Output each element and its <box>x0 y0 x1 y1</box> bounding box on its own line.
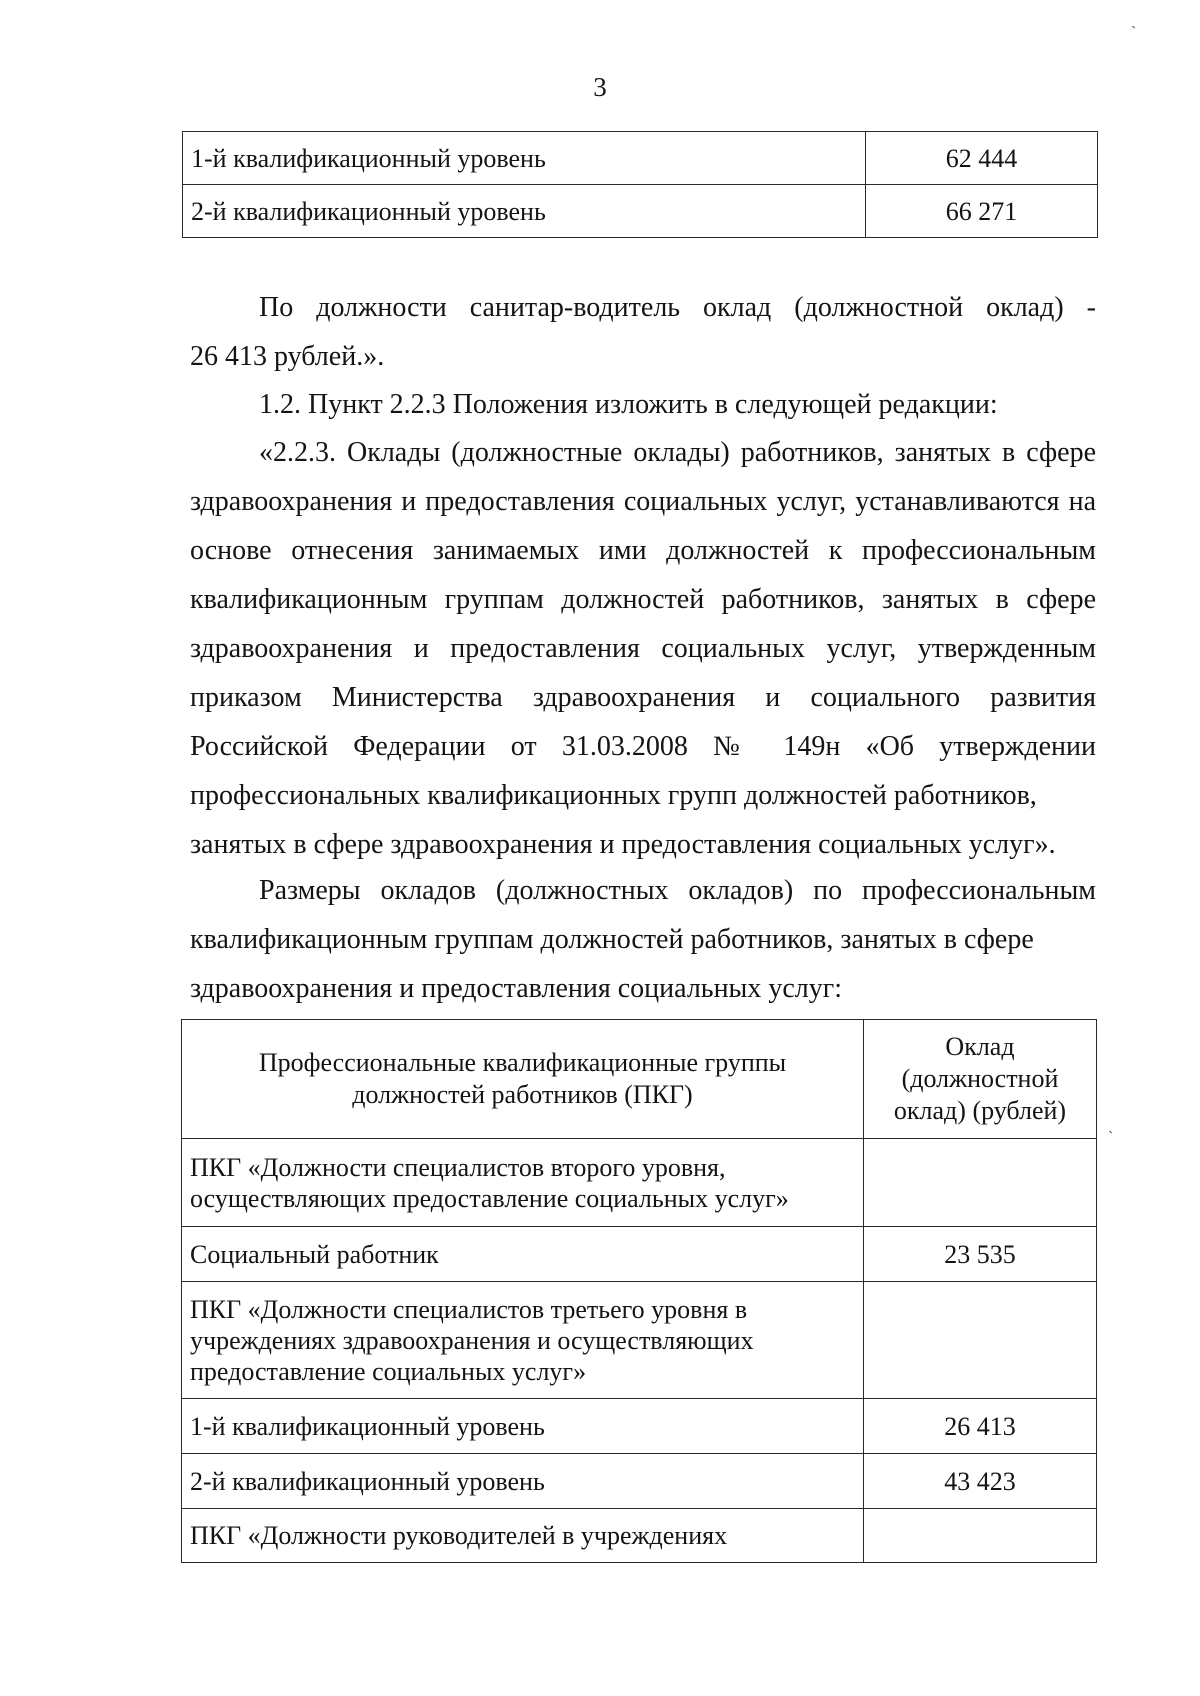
table-row <box>183 185 1098 238</box>
table-row <box>182 1399 1097 1454</box>
paragraph-salary-sizes: Размеры окладов (должностных окладов) по профессиональным квалификационным группам должностей работников, занятых в сфере <box>190 875 1096 955</box>
table-row <box>182 1227 1097 1282</box>
table-header-row <box>182 1020 1097 1139</box>
header-salary: Оклад (должностной оклад) (рублей) <box>864 1020 1097 1139</box>
header-group: Профессиональные квалификационные группы должностей работников (ПКГ) <box>182 1020 864 1139</box>
row-value <box>864 1282 1097 1399</box>
row-label: 2-й квалификационный уровень <box>183 185 866 238</box>
paragraph-2-2-3: «2.2.3. Оклады (должностные оклады) работников, занятых в сфере здравоохранения и предоставления социальных услуг, устанавливаются на основе отнесения занимаемых ими должностей к профессиональным квалификационным группам должностей работников, занятых в сфере здравоохранения и предоставления социальных услуг, утвержденным приказом Министерства здравоохранения и социального развития Российской Федерации от 31.03.2008 № 149н «Об утверждении профессиональных квалификационных групп должностей работников, <box>190 437 1096 811</box>
scan-mark: ˏ <box>1131 12 1137 29</box>
row-label: 1-й квалификационный уровень <box>183 132 866 185</box>
table-row <box>182 1454 1097 1509</box>
row-label: ПКГ «Должности специалистов второго уровня, осуществляющих предоставление социальных услуг» <box>182 1139 864 1227</box>
row-label: 1-й квалификационный уровень <box>182 1399 864 1454</box>
table-row <box>182 1509 1097 1563</box>
scan-mark: ˎ <box>1108 1117 1114 1134</box>
paragraph-sanitar-line1: По должности санитар-водитель оклад (должностной оклад) - <box>259 292 1096 323</box>
row-value: 23 535 <box>864 1227 1097 1282</box>
row-value: 43 423 <box>864 1454 1097 1509</box>
row-label: ПКГ «Должности специалистов третьего уровня в учреждениях здравоохранения и осуществляющих предоставление социальных услуг» <box>182 1282 864 1399</box>
row-label: 2-й квалификационный уровень <box>182 1454 864 1509</box>
pkg-salary-table <box>181 1019 1097 1563</box>
salary-table-continued <box>182 131 1098 238</box>
row-value <box>864 1139 1097 1227</box>
table-row <box>183 132 1098 185</box>
row-value: 26 413 <box>864 1399 1097 1454</box>
row-value <box>864 1509 1097 1563</box>
row-label: Социальный работник <box>182 1227 864 1282</box>
paragraph-sanitar-line2: 26 413 рублей.». <box>190 341 385 372</box>
paragraph-salary-sizes-tail: здравоохранения и предоставления социальных услуг: <box>190 973 843 1004</box>
row-value: 66 271 <box>866 185 1098 238</box>
row-label: ПКГ «Должности руководителей в учреждениях <box>182 1509 864 1563</box>
table-row <box>182 1139 1097 1227</box>
table-row <box>182 1282 1097 1399</box>
row-value: 62 444 <box>866 132 1098 185</box>
paragraph-point-1-2: 1.2. Пункт 2.2.3 Положения изложить в следующей редакции: <box>259 389 998 420</box>
page-number: 3 <box>593 72 607 102</box>
paragraph-2-2-3-tail: занятых в сфере здравоохранения и предоставления социальных услуг». <box>190 829 1056 860</box>
